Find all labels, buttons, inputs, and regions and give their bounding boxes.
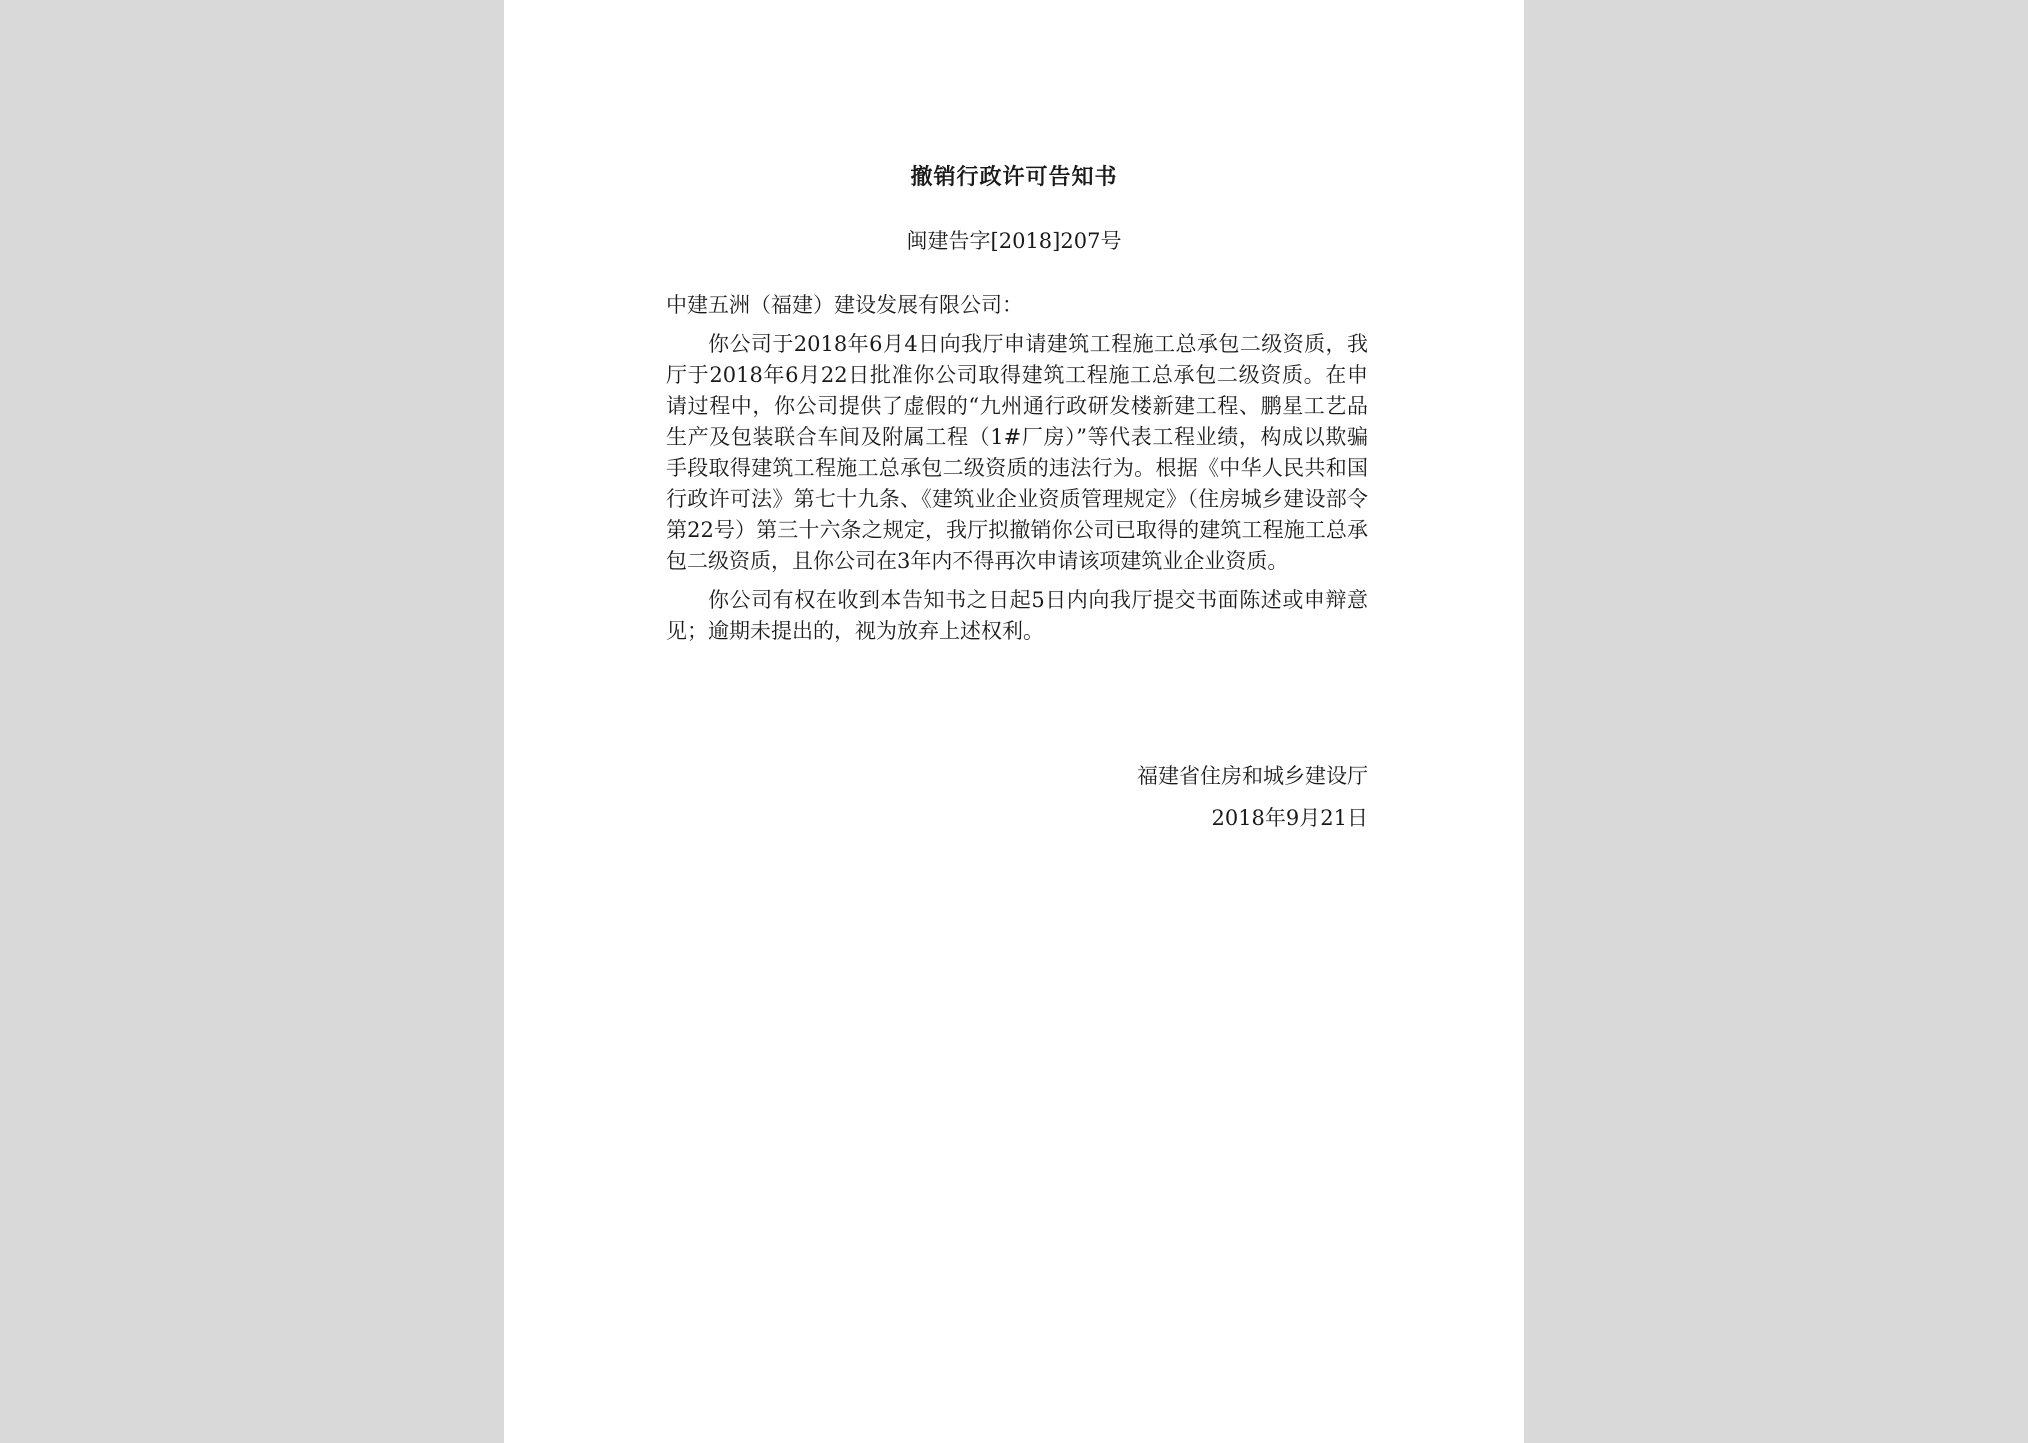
document-number: 闽建告字[2018]207号 [906,229,1122,253]
document-title: 撤销行政许可告知书 [910,164,1118,190]
issue-date: 2018年9月21日 [1211,806,1368,830]
signer: 福建省住房和城乡建设厅 [1137,764,1368,788]
salutation: 中建五洲（福建）建设发展有限公司： [666,293,1023,317]
paragraph-2: 你公司有权在收到本告知书之日起5日内向我厅提交书面陈述或申辩意见；逾期未提出的，视为放弃上述权利。 [666,588,1368,643]
document-page [504,0,1524,1443]
paragraph-1: 你公司于2018年6月4日向我厅申请建筑工程施工总承包二级资质，我厅于2018年6月22日批准你公司取得建筑工程施工总承包二级资质。在申请过程中，你公司提供了虚假的“九州通行政研发楼新建工程、鹏星工艺品生产及包装联合车间及附属工程（1#厂房）”等代表工程业绩，构成以欺骗手段取得建筑工程施工总承包二级资质的违法行为。根据《中华人民共和国行政许可法》第七十九条、《建筑业企业资质管理规定》（住房城乡建设部令第22号）第三十六条之规定，我厅拟撤销你公司已取得的建筑工程施工总承包二级资质，且你公司在3年内不得再次申请该项建筑业企业资质。 [666,332,1368,573]
document-body [666,290,1368,647]
